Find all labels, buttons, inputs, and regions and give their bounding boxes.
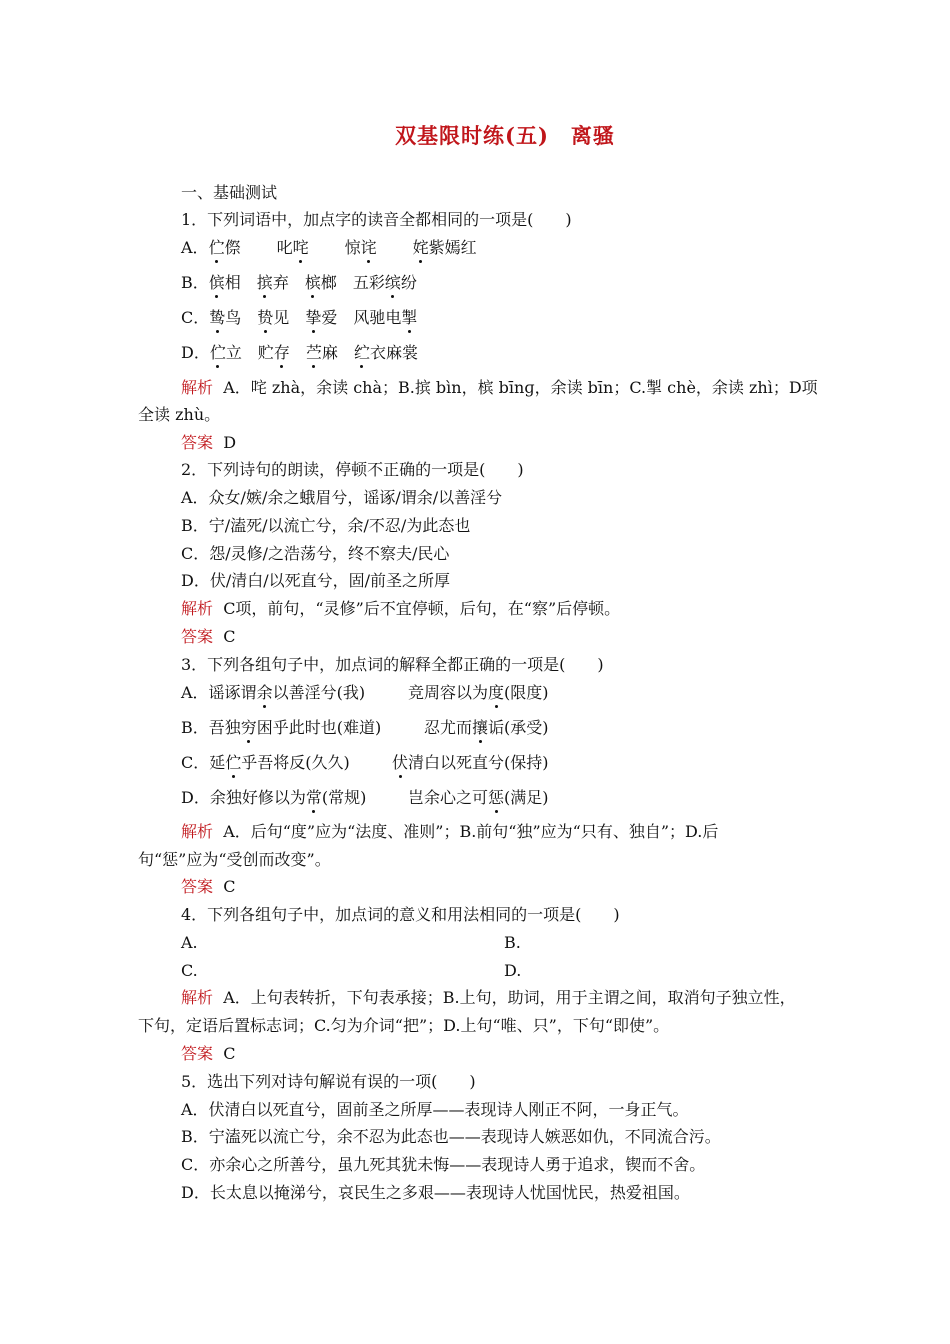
answer-label: 答案: [181, 877, 214, 896]
q2-answer: 答案 C: [181, 627, 236, 646]
q5-option-a: A．伏清白以死直兮，固前圣之所厚——表现诗人刚正不阿，一身正气。: [181, 1100, 689, 1119]
q1-option-a: A．伫傺 叱咤 惊诧 姹紫嫣红: [181, 238, 477, 257]
question-1-stem: 1．下列词语中，加点字的读音全都相同的一项是( ): [181, 210, 572, 229]
dotted-char: 常: [305, 788, 322, 807]
answer-label: 答案: [181, 1044, 214, 1063]
q2-option-d: D．伏/清白/以死直兮，固/前圣之所厚: [181, 571, 451, 590]
analysis-label: 解析: [181, 988, 214, 1007]
dotted-char: 纻: [353, 343, 370, 362]
dotted-char: 傧: [208, 273, 225, 292]
q4-option-b: B.: [504, 933, 521, 952]
q4-analysis: 解析 A．上句表转折，下句表承接；B.上句，助词，用于主谓之间，取消句子独立性，: [181, 988, 796, 1007]
q3-option-b-b: 忍尤而攘诟(承受): [424, 718, 549, 737]
answer-label: 答案: [181, 433, 214, 452]
dotted-char: 缤: [384, 273, 401, 292]
q3-option-c: C．延伫乎吾将反(久久): [181, 753, 350, 772]
q3-option-d: D．余独好修以为常(常规): [181, 788, 367, 807]
q5-option-b: B．宁溘死以流亡兮，余不忍为此态也——表现诗人嫉恶如仇，不同流合污。: [181, 1127, 721, 1146]
question-3-stem: 3．下列各组句子中，加点词的解释全都正确的一项是( ): [181, 655, 604, 674]
dotted-char: 苎: [305, 343, 322, 362]
dotted-char: 诧: [360, 238, 377, 257]
dotted-char: 穷: [240, 718, 257, 737]
dotted-char: 槟: [304, 273, 321, 292]
q3-answer: 答案 C: [181, 877, 236, 896]
dotted-char: 伫: [225, 753, 242, 772]
q3-option-d-b: 岂余心之可惩(满足): [408, 788, 549, 807]
dotted-char: 咤: [292, 238, 309, 257]
q1-answer: 答案 D: [181, 433, 237, 452]
dotted-char: 伫: [209, 343, 226, 362]
q2-option-c: C．怨/灵修/之浩荡兮，终不察夫/民心: [181, 544, 450, 563]
dotted-char: 掣: [401, 308, 418, 327]
q1-analysis-cont: 全读 zhù。: [138, 405, 221, 424]
q3-option-a-b: 竞周容以为度(限度): [408, 683, 549, 702]
q3-analysis-cont: 句“惩”应为“受创而改变”。: [138, 850, 331, 869]
page-title: 双基限时练(五) 离骚: [395, 123, 615, 148]
q3-analysis: 解析 A．后句“度”应为“法度、准则”；B.前句“独”应为“只有、独自”；D.后: [181, 822, 719, 841]
analysis-label: 解析: [181, 599, 214, 618]
q4-analysis-cont: 下句，定语后置标志词；C.匀为介词“把”；D.上句“唯、只”，下句“即使”。: [138, 1016, 670, 1035]
q1-option-d: D．伫立 贮存 苎麻 纻衣麻裳: [181, 343, 418, 362]
dotted-char: 存: [273, 343, 290, 362]
dotted-char: 惩: [488, 788, 505, 807]
dotted-char: 挚: [305, 308, 322, 327]
q2-option-b: B．宁/溘死/以流亡兮，余/不忍/为此态也: [181, 516, 471, 535]
dotted-char: 鸷: [209, 308, 226, 327]
dotted-char: 攘: [472, 718, 489, 737]
dotted-char: 贽: [257, 308, 274, 327]
dotted-char: 姹: [412, 238, 429, 257]
q2-analysis: 解析 C项，前句，“灵修”后不宜停顿，后句，在“察”后停顿。: [181, 599, 621, 618]
q5-option-d: D．长太息以掩涕兮，哀民生之多艰——表现诗人忧国忧民，热爱祖国。: [181, 1183, 690, 1202]
analysis-label: 解析: [181, 378, 214, 397]
question-2-stem: 2．下列诗句的朗读，停顿不正确的一项是( ): [181, 460, 524, 479]
dotted-char: 伫: [208, 238, 225, 257]
answer-label: 答案: [181, 627, 214, 646]
q3-option-c-b: 伏清白以死直兮(保持): [392, 753, 549, 772]
dotted-char: 伏: [392, 753, 409, 772]
q4-answer: 答案 C: [181, 1044, 236, 1063]
analysis-label: 解析: [181, 822, 214, 841]
q4-option-d: D.: [504, 961, 522, 980]
dotted-char: 度: [488, 683, 505, 702]
q2-option-a: A．众女/嫉/余之蛾眉兮，谣诼/谓余/以善淫兮: [181, 488, 503, 507]
q3-option-a: A．谣诼谓余以善淫兮(我): [181, 683, 366, 702]
q1-option-c: C．鸷鸟 贽见 挚爱 风驰电掣: [181, 308, 418, 327]
question-4-stem: 4．下列各组句子中，加点词的意义和用法相同的一项是( ): [181, 905, 620, 924]
q1-option-b: B．傧相 摈弃 槟榔 五彩缤纷: [181, 273, 417, 292]
dotted-char: 余: [256, 683, 273, 702]
q5-option-c: C．亦余心之所善兮，虽九死其犹未悔——表现诗人勇于追求，锲而不舍。: [181, 1155, 706, 1174]
q1-analysis: 解析 A．咤 zhà，余读 chà；B.摈 bìn，槟 bīnɡ，余读 bīn；C.掣 chè，余读 zhì；D项: [181, 378, 818, 397]
dotted-char: 摈: [256, 273, 273, 292]
q3-option-b: B．吾独穷困乎此时也(难道): [181, 718, 382, 737]
q4-option-a: A.: [181, 933, 198, 952]
section-heading: 一、基础测试: [181, 183, 278, 202]
question-5-stem: 5．选出下列对诗句解说有误的一项( ): [181, 1072, 476, 1091]
q4-option-c: C.: [181, 961, 198, 980]
